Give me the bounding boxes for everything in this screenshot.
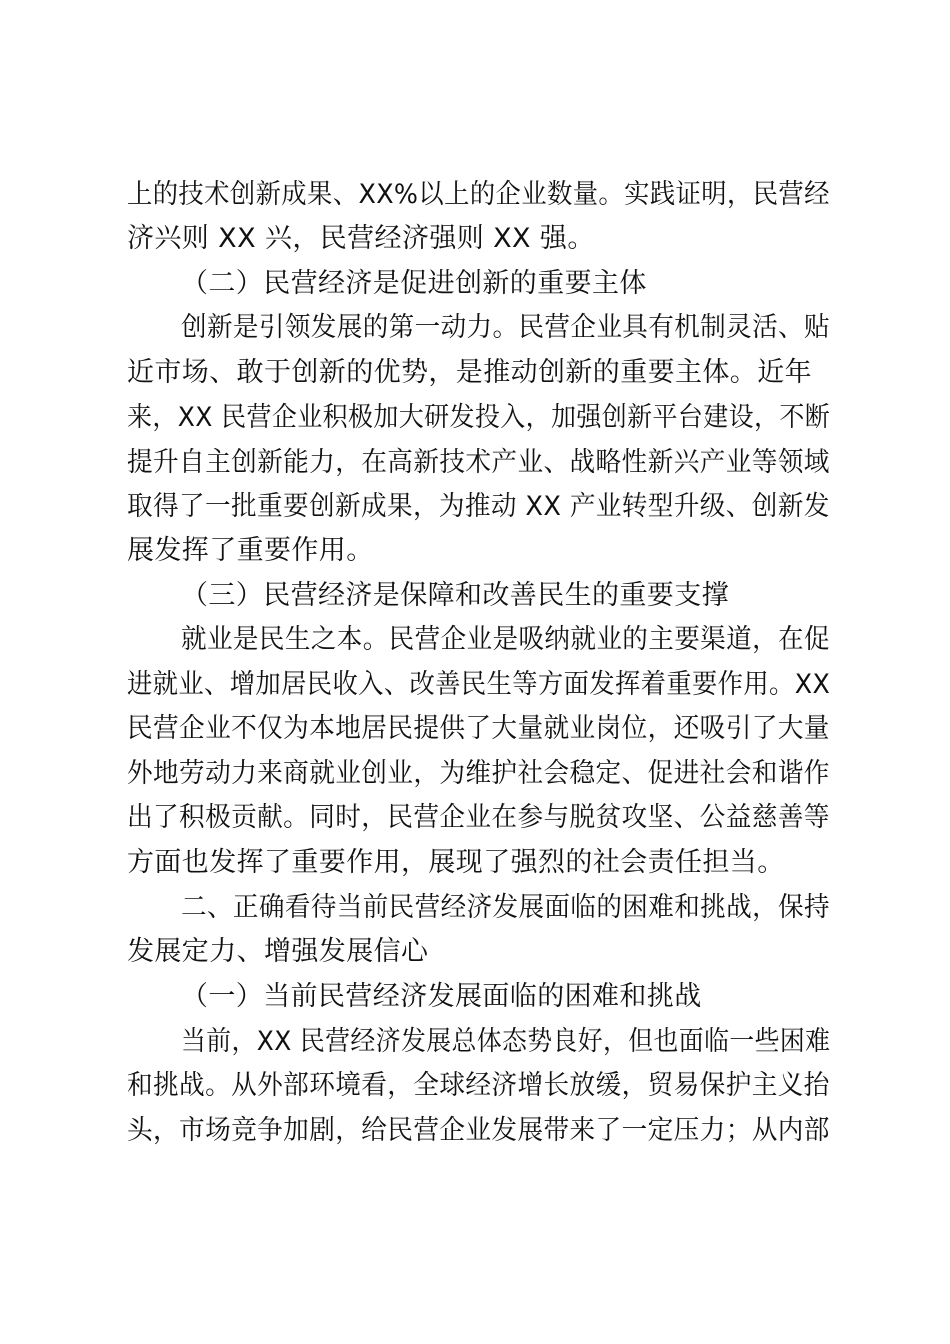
paragraph-line: 济兴则 XX 兴，民营经济强则 XX 强。 xyxy=(127,223,595,254)
paragraph-line: 外地劳动力来商就业创业，为维护社会稳定、促进社会和谐作 xyxy=(127,758,830,789)
paragraph-line: 展发挥了重要作用。 xyxy=(127,535,374,566)
paragraph-line: 近市场、敢于创新的优势，是推动创新的重要主体。近年 xyxy=(127,357,812,388)
chapter-heading-continued: 发展定力、增强发展信心 xyxy=(127,936,429,967)
paragraph-line: 进就业、增加居民收入、改善民生等方面发挥着重要作用。XX xyxy=(127,669,831,700)
section-heading: （一）当前民营经济发展面临的困难和挑战 xyxy=(181,981,702,1012)
section-heading: （二）民营经济是促进创新的重要主体 xyxy=(181,268,647,299)
paragraph-line: 提升自主创新能力，在高新技术产业、战略性新兴产业等领域 xyxy=(127,447,830,478)
paragraph-line: 方面也发挥了重要作用，展现了强烈的社会责任担当。 xyxy=(127,847,785,878)
paragraph-line: 头，市场竞争加剧，给民营企业发展带来了一定压力；从内部 xyxy=(127,1115,830,1146)
paragraph-line: 来，XX 民营企业积极加大研发投入，加强创新平台建设，不断 xyxy=(127,402,831,433)
paragraph-line: 取得了一批重要创新成果，为推动 XX 产业转型升级、创新发 xyxy=(127,491,830,522)
paragraph-line: 和挑战。从外部环境看，全球经济增长放缓，贸易保护主义抬 xyxy=(127,1070,830,1101)
paragraph-line: 创新是引领发展的第一动力。民营企业具有机制灵活、贴 xyxy=(181,312,830,343)
paragraph-line: 民营企业不仅为本地居民提供了大量就业岗位，还吸引了大量 xyxy=(127,713,830,744)
paragraph-line: 就业是民生之本。民营企业是吸纳就业的主要渠道，在促 xyxy=(181,624,830,655)
paragraph-line: 当前，XX 民营经济发展总体态势良好，但也面临一些困难 xyxy=(181,1026,831,1057)
paragraph-line: 出了积极贡献。同时，民营企业在参与脱贫攻坚、公益慈善等 xyxy=(127,802,830,833)
chapter-heading: 二、正确看待当前民营经济发展面临的困难和挑战，保持 xyxy=(181,892,830,923)
paragraph-line: 上的技术创新成果、XX%以上的企业数量。实践证明，民营经 xyxy=(127,179,830,210)
section-heading: （三）民营经济是保障和改善民生的重要支撑 xyxy=(181,580,729,611)
